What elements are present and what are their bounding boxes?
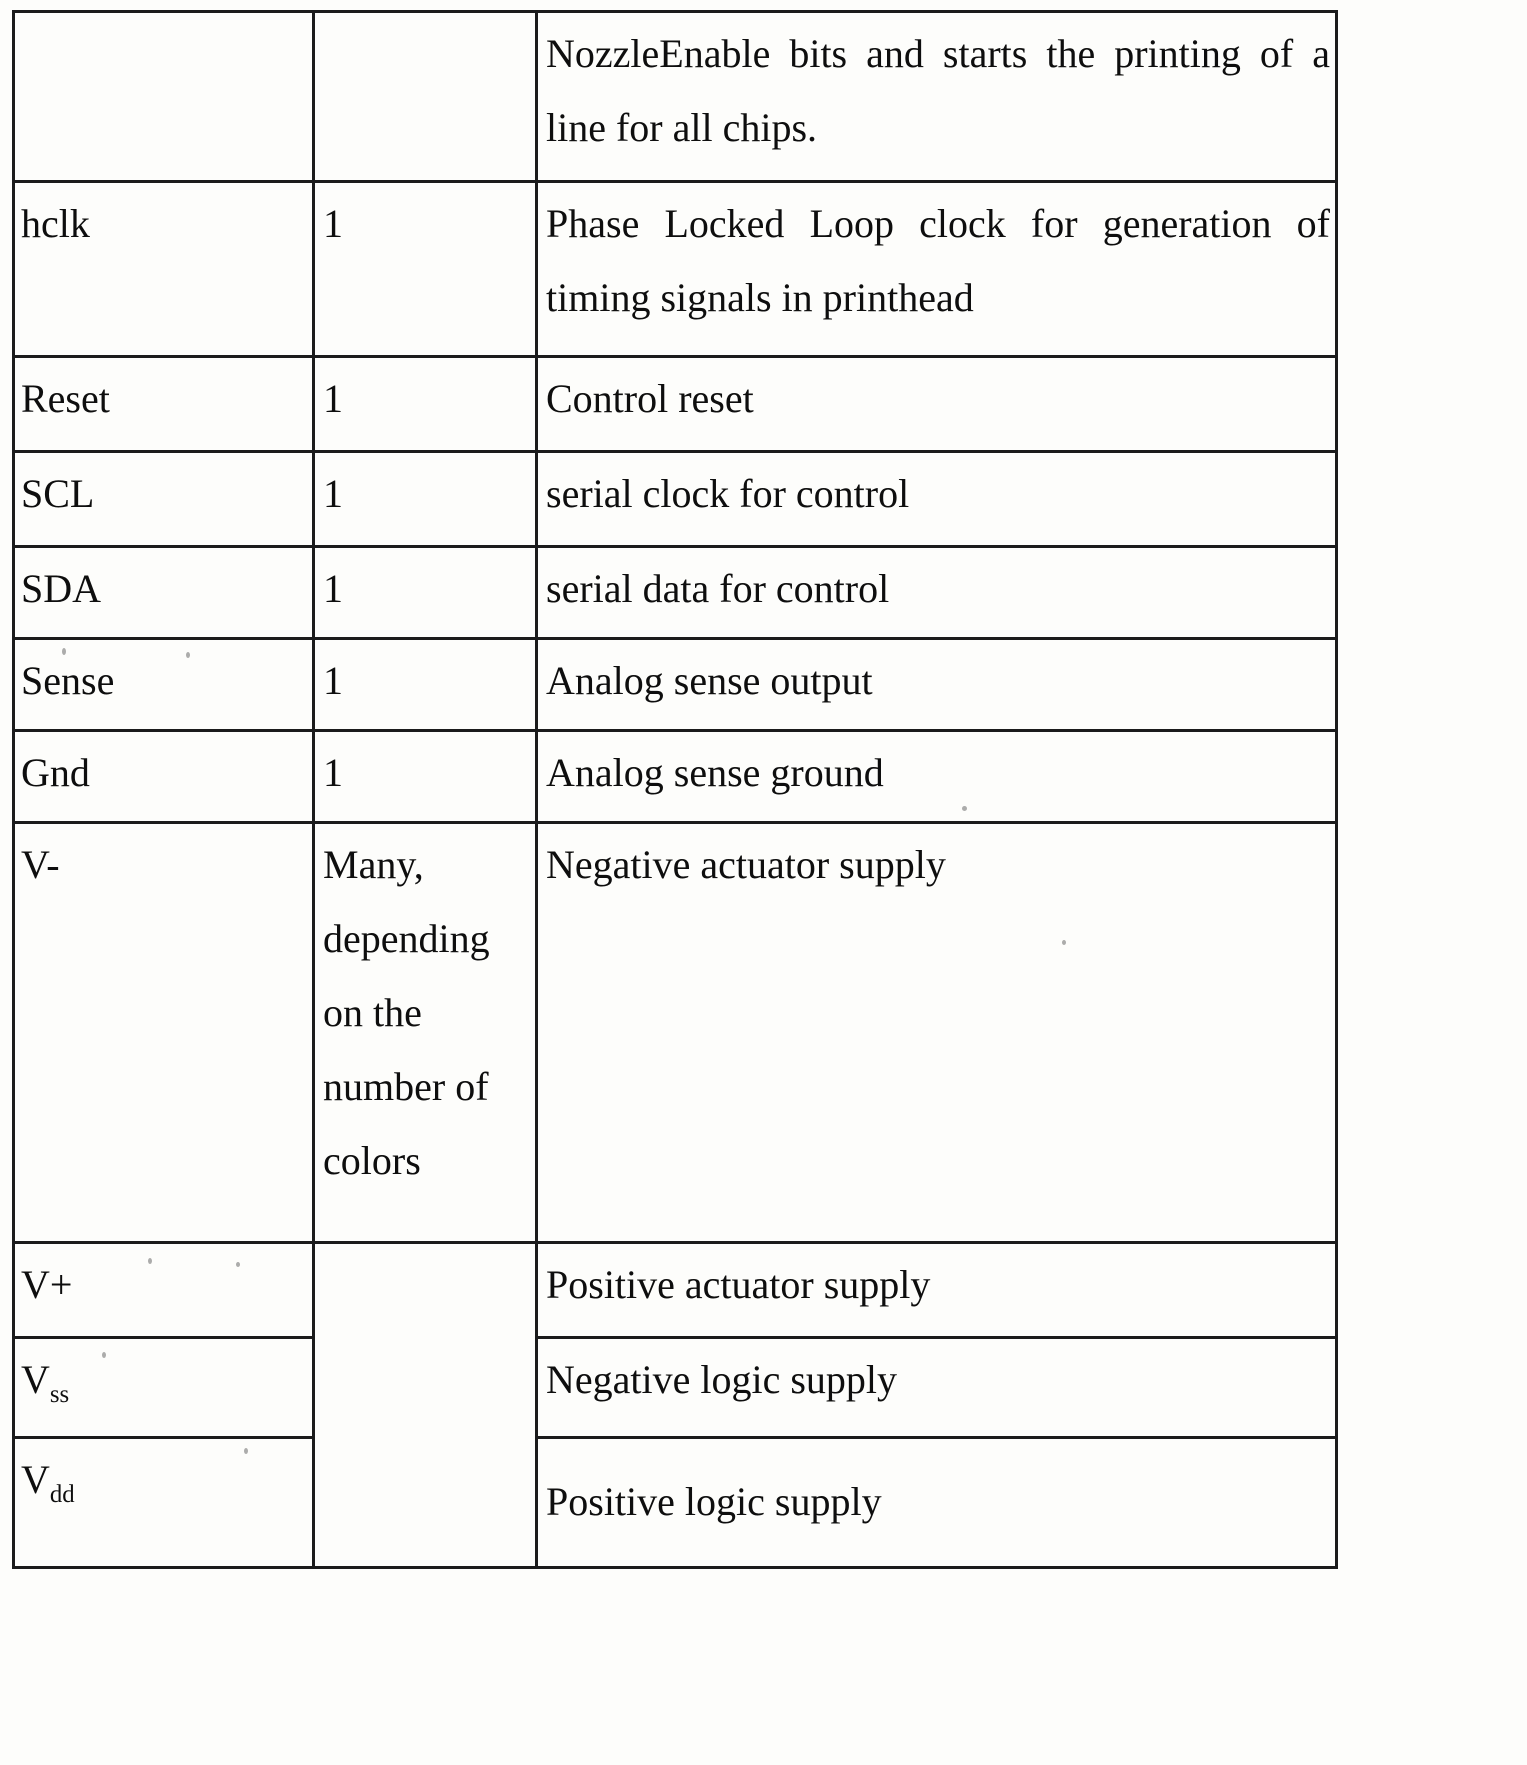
table-row — [14, 357, 1337, 452]
cell-signal — [14, 1438, 314, 1568]
cell-description: Positive actuator supply — [537, 1243, 1337, 1338]
cell-count-merged — [314, 1243, 537, 1568]
table-row — [14, 182, 1337, 357]
cell-description: Control reset — [537, 357, 1337, 452]
cell-signal — [14, 823, 314, 1243]
table-row — [14, 1243, 1337, 1338]
cell-signal — [14, 731, 314, 823]
signal-label: V — [21, 1457, 50, 1502]
cell-count: 1 — [314, 639, 537, 731]
cell-count: 1 — [314, 357, 537, 452]
table-row — [14, 731, 1337, 823]
scan-speckle — [1062, 940, 1066, 945]
signal-label: V+ — [21, 1262, 73, 1307]
cell-description: NozzleEnable bits and starts the printing of a line for all chips. — [537, 12, 1337, 182]
cell-count: 1 — [314, 547, 537, 639]
cell-count: 1 — [314, 452, 537, 547]
signal-label: SCL — [21, 471, 95, 516]
cell-signal — [14, 547, 314, 639]
cell-signal — [14, 639, 314, 731]
scan-speckle — [962, 806, 967, 811]
signal-label: hclk — [21, 201, 90, 246]
cell-description: serial data for control — [537, 547, 1337, 639]
cell-count: 1 — [314, 731, 537, 823]
printhead-signal-table — [12, 10, 1338, 1569]
table-row — [14, 452, 1337, 547]
table-row — [14, 1338, 1337, 1438]
signal-label: V — [21, 1357, 50, 1402]
scan-speckle — [62, 648, 66, 655]
signal-label: Gnd — [21, 750, 90, 795]
table-row — [14, 823, 1337, 1243]
table-row — [14, 639, 1337, 731]
signal-label: Sense — [21, 658, 115, 703]
cell-description: Negative logic supply — [537, 1338, 1337, 1438]
cell-description: Positive logic supply — [537, 1438, 1337, 1568]
signal-label: Reset — [21, 376, 110, 421]
cell-description: Analog sense ground — [537, 731, 1337, 823]
cell-description: Analog sense output — [537, 639, 1337, 731]
signal-label: SDA — [21, 566, 102, 611]
scan-speckle — [186, 652, 190, 658]
cell-signal — [14, 1338, 314, 1438]
cell-signal — [14, 452, 314, 547]
cell-description: Negative actuator supply — [537, 823, 1337, 1243]
cell-signal — [14, 182, 314, 357]
scan-speckle — [236, 1262, 240, 1267]
scan-speckle — [148, 1258, 152, 1264]
signal-label: V- — [21, 842, 60, 887]
cell-count: Many, depending on the number of colors — [314, 823, 537, 1243]
cell-description: Phase Locked Loop clock for generation of timing signals in printhead — [537, 182, 1337, 357]
scan-speckle — [244, 1448, 248, 1454]
cell-signal — [14, 1243, 314, 1338]
cell-description: serial clock for control — [537, 452, 1337, 547]
table-row — [14, 547, 1337, 639]
signal-subscript: dd — [49, 1481, 75, 1508]
signal-subscript: ss — [49, 1381, 70, 1408]
cell-signal — [14, 12, 314, 182]
cell-count: 1 — [314, 182, 537, 357]
cell-count — [314, 12, 537, 182]
scan-speckle — [102, 1352, 106, 1358]
table-row — [14, 12, 1337, 182]
cell-signal — [14, 357, 314, 452]
table-row — [14, 1438, 1337, 1568]
